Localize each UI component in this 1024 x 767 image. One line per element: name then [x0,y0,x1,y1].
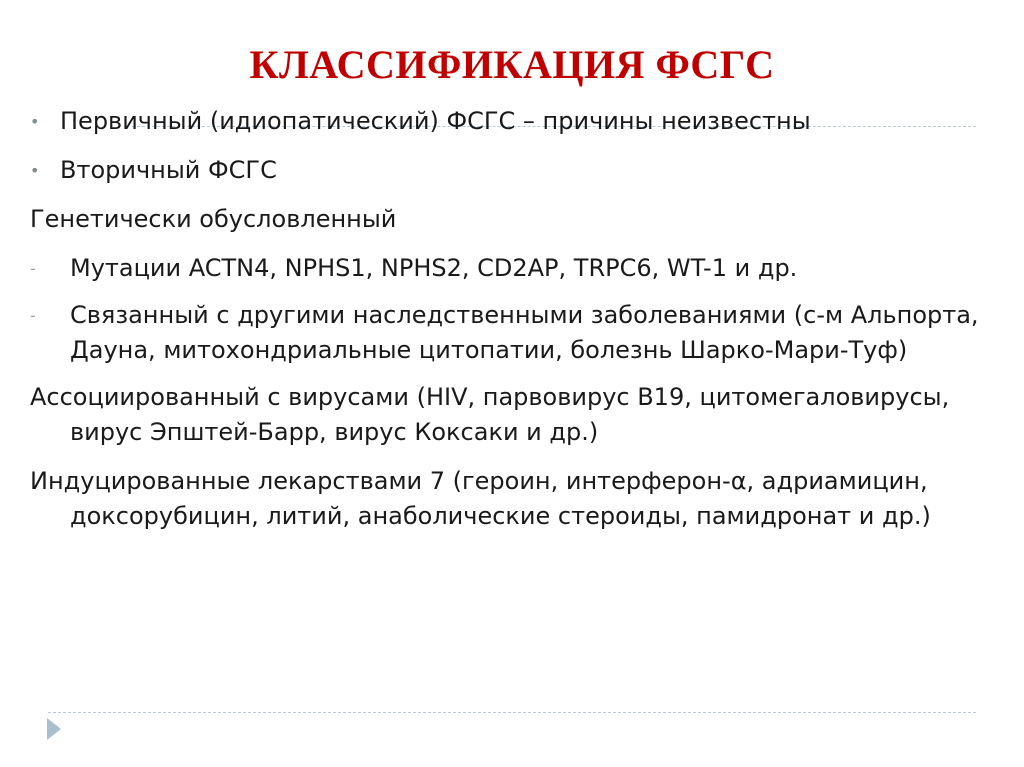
bullet-item-secondary [30,153,980,188]
dash-text-hereditary: Связанный с другими наследственными заболеваниями (с-м Альпорта, Дауна, митохондриальные цитопатии, болезнь Шарко-Мари-Туф) [70,301,979,364]
bullet-text-secondary: Вторичный ФСГС [60,156,277,184]
item-viral: Ассоциированный с вирусами (HIV, парвовирус В19, цитомегаловирусы, вирус Эпштей-Барр, вирус Коксаки и др.) [30,383,950,446]
dash-icon: - [30,259,36,278]
dash-icon: - [30,306,36,325]
dash-item-hereditary [30,298,980,368]
item-drug-induced: Индуцированные лекарствами 7 (героин, интерферон-α, адриамицин, доксорубицин, литий, анаболические стероиды, памидронат и др.) [30,467,931,530]
triangle-right-icon[interactable] [47,718,61,740]
dash-text-mutations: Мутации ACTN4, NPHS1, NPHS2, CD2AP, TRPC6, WT-1 и др. [70,254,798,282]
bullet-icon: • [30,161,40,180]
bullet-item-primary [30,104,980,139]
dash-item-mutations [30,251,980,286]
heading-genetic: Генетически обусловленный [30,205,397,233]
bottom-dashed-divider [48,712,976,713]
bullet-text-primary: Первичный (идиопатический) ФСГС – причины неизвестны [60,107,811,135]
bullet-icon: • [30,112,40,131]
slide-content [30,104,980,548]
slide-title: КЛАССИФИКАЦИЯ ФСГС [249,42,775,87]
